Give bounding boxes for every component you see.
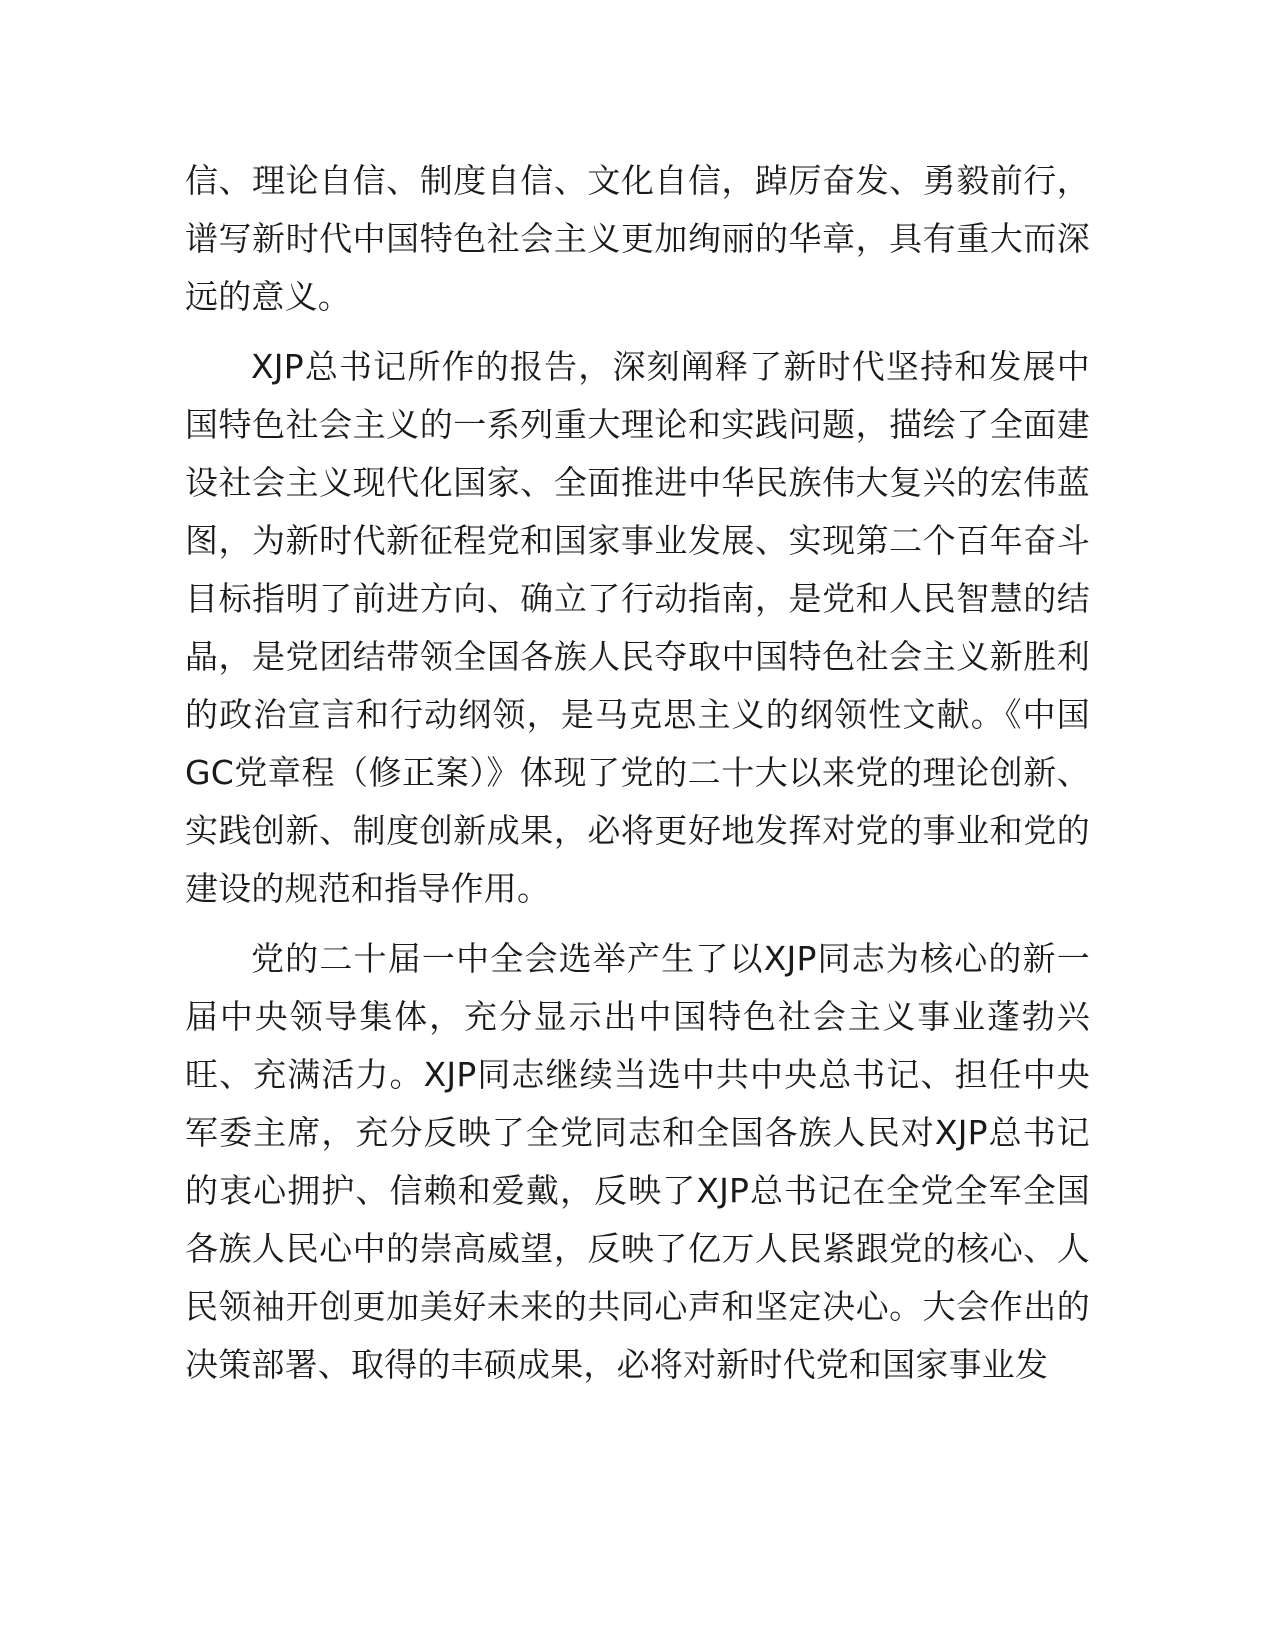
paragraph-3: 党的二十届一中全会选举产生了以XJP同志为核心的新一届中央领导集体，充分显示出中国特色社会主义事业蓬勃兴旺、充满活力。XJP同志继续当选中共中央总书记、担任中央军委主席，充分反映了全党同志和全国各族人民对XJP总书记的衷心拥护、信赖和爱戴，反映了XJP总书记在全党全军全国各族人民心中的崇高威望，反映了亿万人民紧跟党的核心、人民领袖开创更加美好未来的共同心声和坚定决心。大会作出的决策部署、取得的丰硕成果，必将对新时代党和国家事业发 <box>185 939 1090 1384</box>
document-body <box>185 152 1090 1394</box>
paragraph-2: XJP总书记所作的报告，深刻阐释了新时代坚持和发展中国特色社会主义的一系列重大理论和实践问题，描绘了全面建设社会主义现代化国家、全面推进中华民族伟大复兴的宏伟蓝图，为新时代新征程党和国家事业发展、实现第二个百年奋斗目标指明了前进方向、确立了行动指南，是党和人民智慧的结晶，是党团结带领全国各族人民夺取中国特色社会主义新胜利的政治宣言和行动纲领，是马克思主义的纲领性文献。《中国GC党章程（修正案）》体现了党的二十大以来党的理论创新、实践创新、制度创新成果，必将更好地发挥对党的事业和党的建设的规范和指导作用。 <box>185 347 1090 908</box>
paragraph-1: 信、理论自信、制度自信、文化自信，踔厉奋发、勇毅前行，谱写新时代中国特色社会主义更加绚丽的华章，具有重大而深远的意义。 <box>185 161 1090 316</box>
